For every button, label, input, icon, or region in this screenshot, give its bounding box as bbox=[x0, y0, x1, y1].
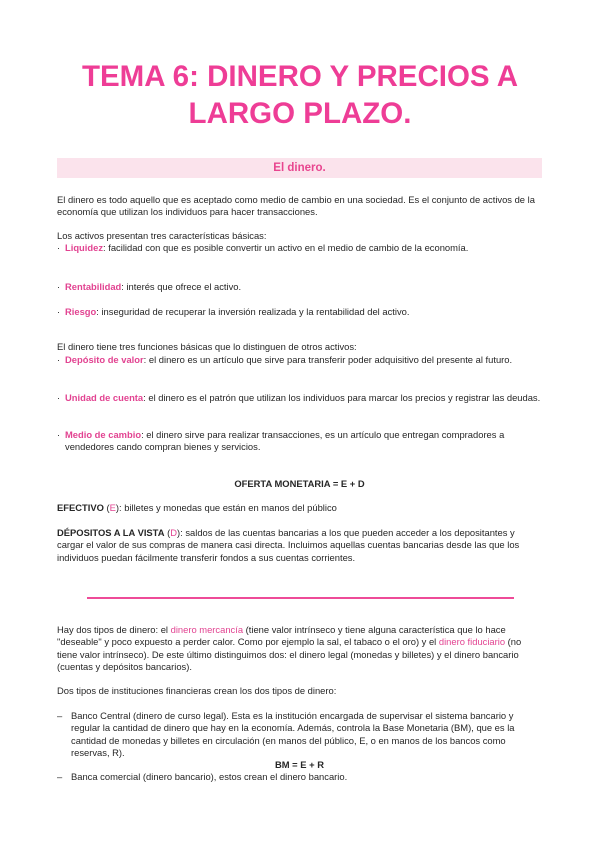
functions-lead: El dinero tiene tres funciones básicas que lo distinguen de otros activos: bbox=[57, 341, 357, 352]
bullet-marker: · bbox=[57, 306, 61, 317]
bullet-marker: · bbox=[57, 392, 61, 403]
section-divider bbox=[87, 597, 514, 599]
term-rentabilidad: Rentabilidad bbox=[65, 281, 122, 292]
institution-banco-central: Banco Central (dinero de curso legal). Esta es la institución encargada de supervisar el sistema bancario y regular la cantidad de dinero que hay en la economía. Además, controla la Base Monetaria (BM), que es la cantidad de monedas y billetes en circulación (en manos del público, E, o en manos de los bancos como reservas, R). bbox=[71, 710, 515, 758]
item-text: : facilidad con que es posible convertir un activo en el medio de cambio de la economía. bbox=[103, 242, 469, 253]
list-item bbox=[65, 242, 543, 254]
intro-paragraph: El dinero es todo aquello que es aceptado como medio de cambio en una sociedad. Es el conjunto de activos de la economía que utilizan los individuos para hacer transacciones. bbox=[57, 194, 535, 218]
list-item bbox=[65, 354, 543, 366]
page-title: TEMA 6: DINERO Y PRECIOS A LARGO PLAZO. bbox=[81, 60, 519, 130]
bullet-marker: · bbox=[57, 242, 61, 253]
formula-base-monetaria: BM = E + R bbox=[275, 759, 324, 770]
depositos-definition: DÉPOSITOS A LA VISTA (D): saldos de las cuentas bancarias a los que pueden acceder a los depositantes y cargar el valor de sus compras de manera casi directa. Incluimos aquellas cuentas bancarias desde las que los individuos puedan fácilmente transferir fondos a sus cuentas corrientes. bbox=[57, 527, 520, 563]
term-medio-cambio: Medio de cambio bbox=[65, 429, 142, 440]
bullet-marker: · bbox=[57, 429, 61, 440]
bullet-marker: · bbox=[57, 354, 61, 365]
bullet-marker: · bbox=[57, 281, 61, 292]
formula-money-supply: OFERTA MONETARIA = E + D bbox=[234, 478, 365, 489]
money-types-text-1: Hay dos tipos de dinero: el bbox=[57, 624, 171, 635]
efectivo-text: : billetes y monedas que están en manos del público bbox=[119, 502, 337, 513]
section-header: El dinero. bbox=[57, 158, 542, 178]
item-text: : el dinero es el patrón que utilizan los individuos para marcar los precios y registrar las deudas. bbox=[143, 392, 541, 403]
term-dinero-fiduciario: dinero fiduciario bbox=[438, 636, 506, 648]
depositos-text: : saldos de las cuentas bancarias a los que pueden acceder a los depositantes y cargar el valor de sus compras de manera casi directa. Incluimos aquellas cuentas bancarias desde las que los individuos puedan fácilmente transferir fondos a sus cuentas corrientes. bbox=[57, 527, 520, 563]
item-text: : inseguridad de recuperar la inversión realizada y la rentabilidad del activo. bbox=[96, 306, 410, 317]
list-item bbox=[65, 281, 543, 293]
letter-d: D bbox=[170, 527, 177, 538]
efectivo-definition: EFECTIVO (E): billetes y monedas que están en manos del público bbox=[57, 502, 337, 513]
term-deposito-valor: Depósito de valor bbox=[65, 354, 144, 365]
institution-banca-comercial: Banca comercial (dinero bancario), estos crean el dinero bancario. bbox=[71, 771, 348, 782]
item-text: : el dinero sirve para realizar transacciones, es un artículo que entregan compradores a vendedores cando compran bienes y servicios. bbox=[65, 429, 505, 453]
term-unidad-cuenta: Unidad de cuenta bbox=[65, 392, 144, 403]
term-depositos: DÉPOSITOS A LA VISTA bbox=[57, 527, 165, 538]
item-text: : el dinero es un artículo que sirve para transferir poder adquisitivo del presente al futuro. bbox=[143, 354, 513, 365]
list-item bbox=[65, 392, 543, 404]
list-item bbox=[65, 429, 543, 454]
money-types-text-2: (tiene valor intrínseco y tiene alguna característica que lo hace "deseable" y poco expuesto a perder calor. Como por ejemplo la sal, el tabaco o el oro) y el bbox=[57, 624, 506, 648]
term-efectivo: EFECTIVO bbox=[57, 502, 104, 513]
item-text: : interés que ofrece el activo. bbox=[121, 281, 242, 292]
characteristics-lead: Los activos presentan tres características básicas: bbox=[57, 230, 267, 241]
term-riesgo: Riesgo bbox=[65, 306, 97, 317]
dash-marker: – bbox=[57, 710, 63, 721]
money-types-text-3: (no tiene valor intrínseco). De este último distinguimos dos: el dinero legal (monedas y billetes) y el dinero bancario (cuentas y depósitos bancarios). bbox=[57, 636, 522, 672]
term-dinero-mercancia: dinero mercancía bbox=[170, 624, 244, 635]
money-types-paragraph bbox=[57, 624, 542, 673]
list-item bbox=[65, 306, 543, 318]
dash-marker: – bbox=[57, 771, 63, 782]
institutions-lead: Dos tipos de instituciones financieras crean los dos tipos de dinero: bbox=[57, 685, 337, 696]
term-liquidez: Liquidez bbox=[65, 242, 104, 253]
letter-e: E bbox=[109, 502, 116, 513]
